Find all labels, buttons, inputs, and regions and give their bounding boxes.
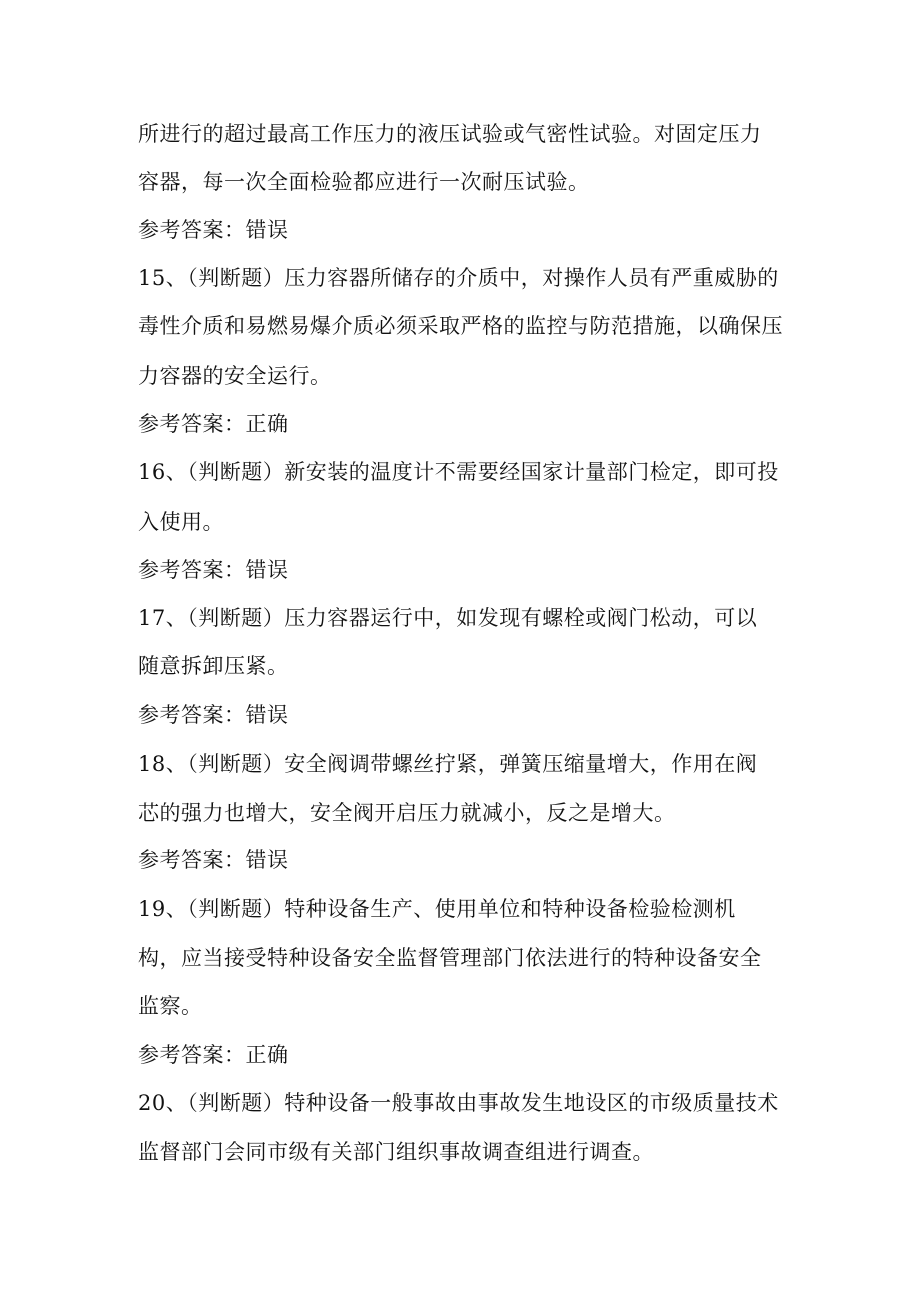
answer-line: 参考答案：错误: [138, 558, 289, 582]
text-line: 所进行的超过最高工作压力的液压试验或气密性试验。对固定压力: [138, 122, 762, 146]
text-line: 监察。: [138, 994, 203, 1018]
answer-line: 参考答案：正确: [138, 412, 289, 436]
question-17-line: 17、（判断题）压力容器运行中，如发现有螺栓或阀门松动，可以: [138, 606, 758, 630]
question-20-line: 20、（判断题）特种设备一般事故由事故发生地设区的市级质量技术: [138, 1091, 779, 1115]
answer-line: 参考答案：正确: [138, 1043, 289, 1067]
question-15-line: 15、（判断题）压力容器所储存的介质中，对操作人员有严重威胁的: [138, 266, 779, 290]
text-line: 毒性介质和易燃易爆介质必须采取严格的监控与防范措施，以确保压: [138, 314, 783, 338]
text-line: 力容器的安全运行。: [138, 364, 332, 388]
answer-line: 参考答案：错误: [138, 703, 289, 727]
text-line: 随意拆卸压紧。: [138, 654, 289, 678]
question-19-line: 19、（判断题）特种设备生产、使用单位和特种设备检验检测机: [138, 897, 736, 921]
text-line: 入使用。: [138, 510, 224, 534]
text-line: 构，应当接受特种设备安全监督管理部门依法进行的特种设备安全: [138, 946, 762, 970]
question-18-line: 18、（判断题）安全阀调带螺丝拧紧，弹簧压缩量增大，作用在阀: [138, 752, 758, 776]
answer-line: 参考答案：错误: [138, 848, 289, 872]
question-16-line: 16、（判断题）新安装的温度计不需要经国家计量部门检定，即可投: [138, 460, 779, 484]
text-line: 容器，每一次全面检验都应进行一次耐压试验。: [138, 170, 590, 194]
text-line: 监督部门会同市级有关部门组织事故调查组进行调查。: [138, 1140, 654, 1164]
answer-line: 参考答案：错误: [138, 218, 289, 242]
text-line: 芯的强力也增大，安全阀开启压力就减小，反之是增大。: [138, 801, 676, 825]
